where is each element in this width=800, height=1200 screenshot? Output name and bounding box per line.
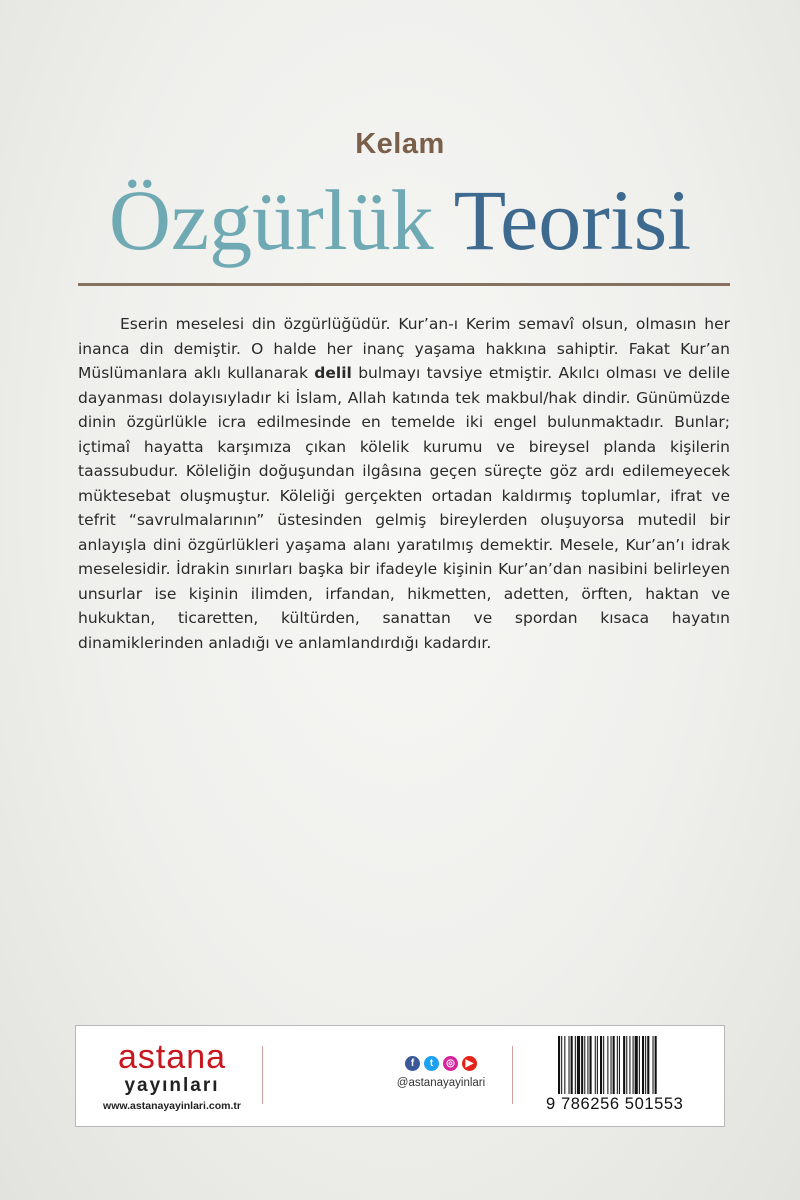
social-block [381,1056,501,1089]
publisher-website: www.astanayayinlari.com.tr [103,1100,241,1112]
series-label: Kelam [355,128,445,160]
book-title-part2: Teorisi [453,172,692,268]
youtube-icon: ▶ [462,1056,477,1071]
social-handle: @astanayayinlari [396,1077,486,1089]
twitter-icon: t [424,1056,439,1071]
isbn-number: 9 786256 501553 [542,1094,716,1114]
publisher-footer [75,1025,725,1127]
publisher-logo-subtitle: yayınları [124,1075,220,1096]
barcode-bars [552,1036,702,1096]
blurb-text-start: Eserin meselesi din özgürlüğüdür. Kur’an-ı Kerim semavî olsun, olmasın her inanca din demiştir. O halde her inanç yaşama hakkına sahiptir. Fakat Kur’an Müslümanlara aklı kullanarak [78,315,730,382]
footer-divider-right [512,1046,513,1104]
book-title [0,170,800,270]
back-cover-blurb [78,312,730,655]
title-divider [78,283,730,286]
social-icons [381,1056,501,1071]
book-title-part1: Özgürlük [108,172,434,268]
publisher-logo-name: astana [117,1038,227,1076]
instagram-icon: ◎ [443,1056,458,1071]
blurb-text-end: bulmayı tavsiye etmiştir. Akılcı olması ve delile dayanması dolayısıyladır ki İslam, Allah katında tek makbul/hak dindir. Günümüzde dinin özgürlükle icra edilmesinde en temelde iki engel bulunmaktadır. Bunlar; içtimaî hayatta karşımıza çıkan kölelik kurumu ve bireysel planda kişilerin taassubudur. Köleliğin doğuşundan ilgâsına geçen süreçte göz ardı edilemeyecek müktesebat oluşmuştur. Köleliği gerçekten ortadan kaldırmış toplumlar, ifrat ve tefrit “savrulmalarının” üstesinden gelmiş bireylerden oluşuyorsa mutedil bir anlayışla dini özgürlükleri yaşama alanı yaratılmış demektir. Mesele, Kur’an’ı idrak meselesidir. İdrakin sınırları başka bir ifadeyle kişinin Kur’an’dan nasibini belirleyen unsurlar ise kişinin ilimden, irfandan, hikmetten, adetten, örften, haktan ve hukuktan, ticaretten, kültürden, sanattan ve spordan kısaca hayatın dinamiklerinden anladığı ve anlamlandırdığı kadardır. [78,364,730,652]
blurb-bold-word: delil [314,364,352,382]
facebook-icon: f [405,1056,420,1071]
footer-divider-left [262,1046,263,1104]
publisher-logo [92,1040,252,1114]
